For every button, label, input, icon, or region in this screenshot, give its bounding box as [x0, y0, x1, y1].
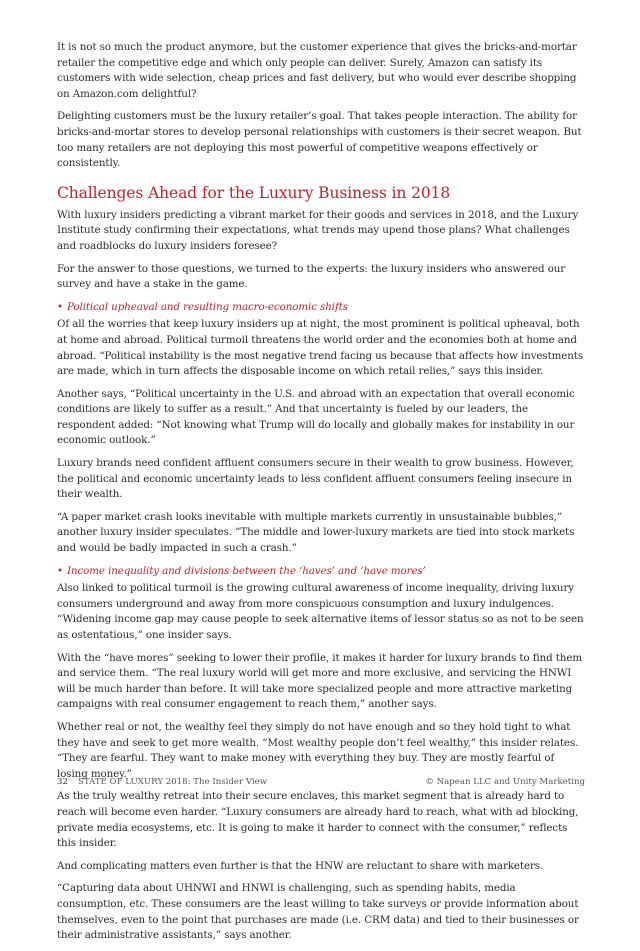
subhead-political-text: Political upheaval and resulting macro-economic shifts: [66, 300, 348, 313]
political-paragraph-4: “A paper market crash looks inevitable with multiple markets currently in unsustainable bubbles,” another luxury insider speculates. “The middle and lower-luxury markets are tied into stock markets and would be badly impacted in such a crash.”: [57, 510, 575, 555]
section-paragraph-1: With luxury insiders predicting a vibrant market for their goods and services in 2018, and the Luxury Institute study confirming their expectations, what trends may upend those plans? What challenges and roadblocks do luxury insiders foresee?: [57, 208, 579, 252]
intro-paragraph-1: It is not so much the product anymore, but the customer experience that gives the bricks-and-mortar retailer the competitive edge and which only people can deliver. Surely, Amazon can satisfy its customers with wide selection, cheap prices and fast delivery, but who would ever describe shopping on Amazon.com delightful?: [57, 41, 577, 100]
inequality-paragraph-1: Also linked to political turmoil is the growing cultural awareness of income inequality, driving luxury consumers underground and away from more conspicuous consumption and luxury indulgences. “Widening income gap may cause people to seek alternative items of lessor status so as not to be seen as ostentatious,” one insider says.: [57, 582, 584, 641]
section-heading: Challenges Ahead for the Luxury Business in 2018: [57, 183, 451, 202]
footer-left: [57, 777, 267, 787]
inequality-paragraph-6: “Capturing data about UHNWI and HNWI is challenging, such as spending habits, media consumption, etc. These consumers are the least willing to take surveys or provide information about themselves, even to the point that purchases are made (i.e. CRM data) and tied to their businesses or their administrative assistants,” says another.: [57, 882, 579, 942]
page-number: 32: [57, 777, 68, 787]
inequality-paragraph-2: With the “have mores” seeking to lower their profile, it makes it harder for luxury brands to find them and service them. “The real luxury world will get more and more exclusive, and servicing the HNWI will be much harder than before. It will take more specialized people and more attractive marketing campaigns with real consumer engagement to reach them,” another says.: [57, 651, 583, 711]
copyright-notice: © Napean LLC and Unity Marketing: [425, 777, 585, 787]
inequality-paragraph-4: As the truly wealthy retreat into their secure enclaves, this market segment that is already hard to reach will become even harder. “Luxury consumers are already hard to reach, what with ad blocking, private media ecosystems, etc. It is going to make it harder to connect with the consumer,” reflects this insider.: [57, 790, 579, 850]
inequality-paragraph-5: And complicating matters even further is that the HNW are reluctant to share with marketers.: [57, 859, 544, 872]
section-paragraph-2: For the answer to those questions, we turned to the experts: the luxury insiders who answered our survey and have a stake in the game.: [57, 262, 566, 291]
political-paragraph-3: Luxury brands need confident affluent consumers secure in their wealth to grow business. However, the political and economic uncertainty leads to less confident affluent consumers feeling insecure in their wealth.: [57, 457, 574, 501]
intro-paragraph-2: Delighting customers must be the luxury retailer’s goal. That takes people interaction. The ability for bricks-and-mortar stores to develop personal relationships with customers is their secret weapon. But too many retailers are not deploying this most powerful of competitive weapons effectively or consistently.: [57, 110, 582, 170]
article-body: [57, 40, 585, 951]
bullet-icon: •: [57, 564, 63, 577]
inequality-paragraph-3: Whether real or not, the wealthy feel they simply do not have enough and so they hold tight to what they have and seek to get more wealth. “Most wealthy people don’t feel wealthy,” this insider relates. “They are fearful. They want to make money with everything they buy. They are mostly fearful of losing money.”: [57, 720, 579, 780]
political-paragraph-1: Of all the worries that keep luxury insiders up at night, the most prominent is political upheaval, both at home and abroad. Political turmoil threatens the world order and the economies both at home and abroad. “Political instability is the most negative trend facing us because that affects how investments are made, which in turn affects the disposable income on which retail relies,” says this insider.: [57, 318, 584, 378]
publication-title: STATE OF LUXURY 2018: The Insider View: [77, 777, 268, 787]
bullet-icon: •: [57, 300, 63, 313]
political-paragraph-2: Another says, “Political uncertainty in the U.S. and abroad with an expectation that overall economic conditions are likely to suffer as a result.” And that uncertainty is fueled by our leaders, the respondent added: “Not knowing what Trump will do locally and globally makes for instability in our economic outlook.”: [57, 387, 575, 447]
subhead-political: [57, 300, 585, 316]
page-footer: [57, 777, 585, 787]
subhead-inequality: [57, 564, 585, 580]
subhead-inequality-text: Income inequality and divisions between the ‘haves’ and ‘have mores’: [66, 564, 426, 577]
